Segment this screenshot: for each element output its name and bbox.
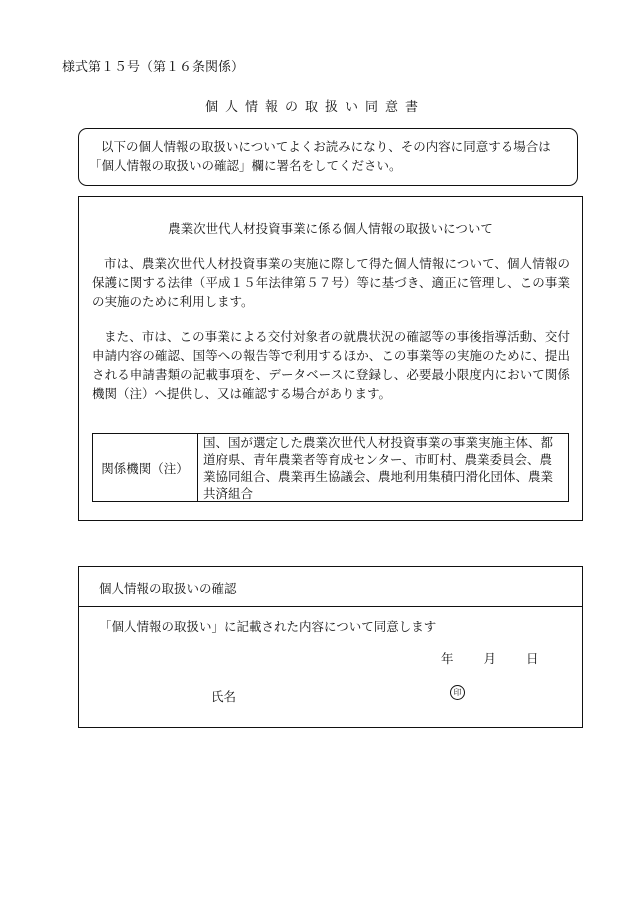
date-field[interactable] [441,649,565,667]
form-number: 様式第１５号（第１６条関係） [62,60,245,75]
policy-paragraph-1: 市は、農業次世代人材投資事業の実施に際して得た個人情報について、個人情報の保護に関する法律（平成１５年法律第５７号）等に基づき、適正に管理し、この事業の実施のために利用します。 [92,256,570,309]
day-label: 日 [526,651,539,666]
privacy-policy-section [78,196,583,521]
confirmation-section [78,566,583,728]
policy-paragraph-2: また、市は、この事業による交付対象者の就農状況の確認等の事後指導活動、交付申請内容の確認、国等への報告等で利用するほか、この事業等の実施のために、提出される申請書類の記載事項を、データベースに登録し、必要最小限度内において関係機関（注）へ提供し、又は確認する場合があります。 [92,329,570,401]
notice-box: 以下の個人情報の取扱いについてよくお読みになり、その内容に同意する場合は「個人情報の取扱いの確認」欄に署名をしてください。 [78,128,578,186]
section-heading: 農業次世代人材投資事業に係る個人情報の取扱いについて [168,221,493,236]
confirmation-header: 個人情報の取扱いの確認 [79,567,582,607]
name-label: 氏名 [211,689,237,704]
consent-statement: 「個人情報の取扱い」に記載された内容について同意します [99,619,437,634]
related-organizations-list: 国、国が選定した農業次世代人材投資事業の事業実施主体、都道府県、青年農業者等育成センター、市町村、農業委員会、農業協同組合、農業再生協議会、農地利用集積円滑化団体、農業共済組合 [203,435,554,501]
year-label: 年 [441,651,454,666]
related-organizations-label: 関係機関（注） [93,434,198,501]
document-title: 個人情報の取扱い同意書 [204,100,425,115]
seal-icon: 印 [450,685,465,700]
related-organizations-table [92,433,569,502]
month-label: 月 [483,651,497,666]
